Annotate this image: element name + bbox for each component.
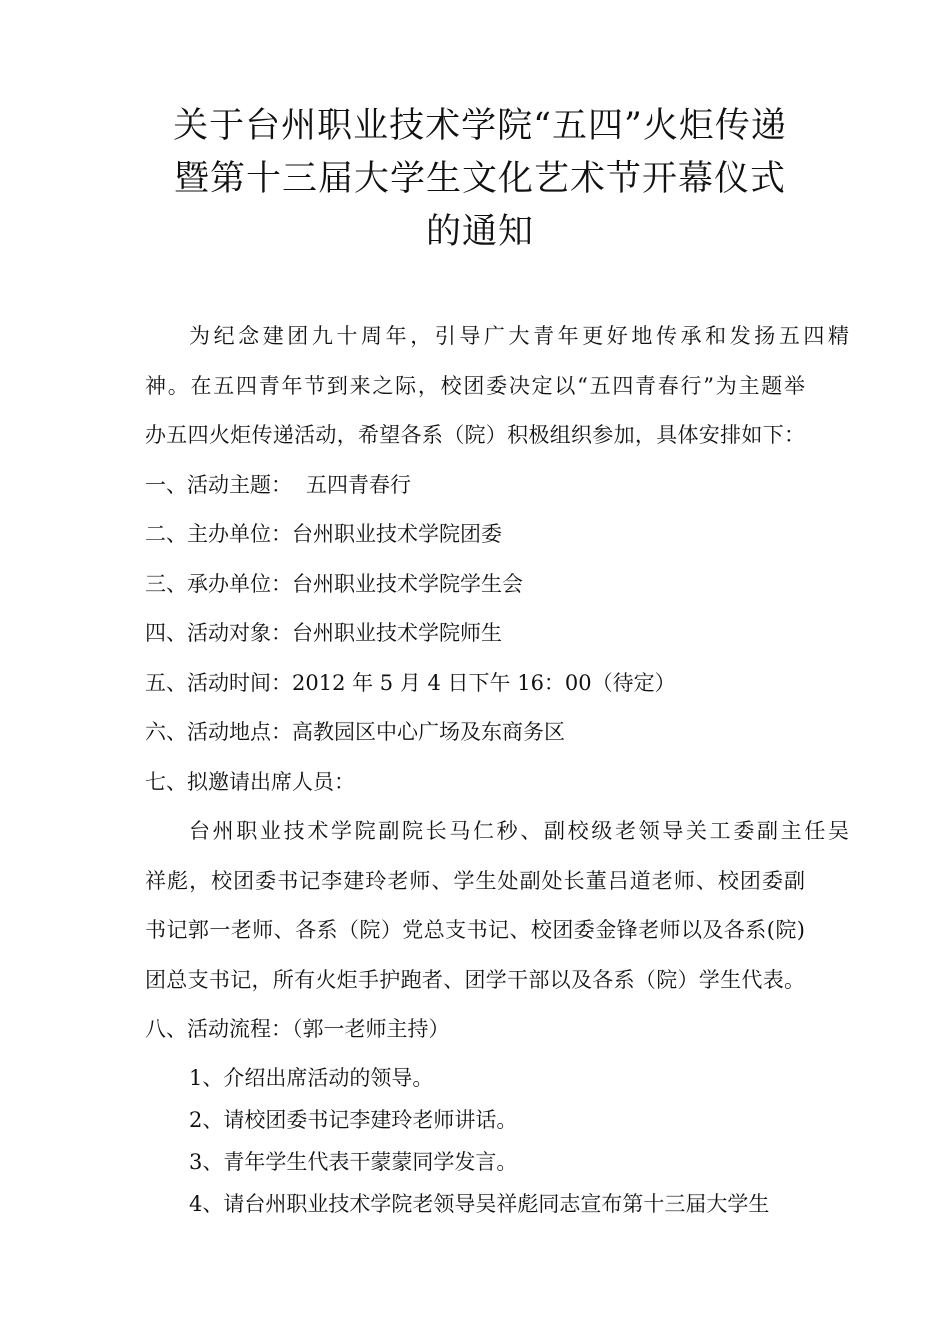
intro-line-2: 神。在五四青年节到来之际，校团委决定以“五四青春行”为主题举 <box>145 373 805 398</box>
process-step-2: 2、请校团委书记李建玲老师讲话。 <box>189 1107 518 1132</box>
process-step-4: 4、请台州职业技术学院老领导吴祥彪同志宣布第十三届大学生 <box>189 1191 770 1216</box>
process-step-1: 1、介绍出席活动的领导。 <box>189 1065 434 1090</box>
item-organizer: 三、承办单位：台州职业技术学院学生会 <box>145 571 523 596</box>
item-theme-label: 一、活动主题： <box>145 472 292 497</box>
item-host: 二、主办单位：台州职业技术学院团委 <box>145 522 502 546</box>
title-line-1: 关于台州职业技术学院“五四”火炬传递 <box>173 106 787 146</box>
item-time: 五、活动时间：2012 年 5 月 4 日下午 16：00（待定） <box>145 670 676 695</box>
guests-line-4: 团总支书记，所有火炬手护跑者、团学干部以及各系（院）学生代表。 <box>145 967 805 992</box>
item-place: 六、活动地点：高教园区中心广场及东商务区 <box>145 720 565 744</box>
item-audience: 四、活动对象：台州职业技术学院师生 <box>145 621 502 645</box>
title-line-3: 的通知 <box>425 212 534 252</box>
intro-line-1: 为纪念建团九十周年，引导广大青年更好地传承和发扬五四精 <box>189 324 849 348</box>
process-step-3: 3、青年学生代表干蒙蒙同学发言。 <box>189 1149 518 1174</box>
title-line-2: 暨第十三届大学生文化艺术节开幕仪式 <box>173 159 786 199</box>
guests-line-3: 书记郭一老师、各系（院）党总支书记、校团委金锋老师以及各系(院) <box>145 918 805 942</box>
item-theme <box>145 461 825 511</box>
item-guests-label: 七、拟邀请出席人员： <box>145 769 355 794</box>
item-theme-value: 五四青春行 <box>306 472 411 497</box>
guests-line-1: 台州职业技术学院副院长马仁秒、副校级老领导关工委副主任吴 <box>189 819 849 843</box>
guests-line-2: 祥彪，校团委书记李建玲老师、学生处副处长董吕道老师、校团委副 <box>145 868 805 893</box>
process-label: 八、活动流程：（郭一老师主持） <box>145 1017 450 1041</box>
intro-line-3: 办五四火炬传递活动，希望各系（院）积极组织参加，具体安排如下： <box>145 423 805 447</box>
notice-body <box>145 312 849 1225</box>
notice-title <box>100 100 860 259</box>
